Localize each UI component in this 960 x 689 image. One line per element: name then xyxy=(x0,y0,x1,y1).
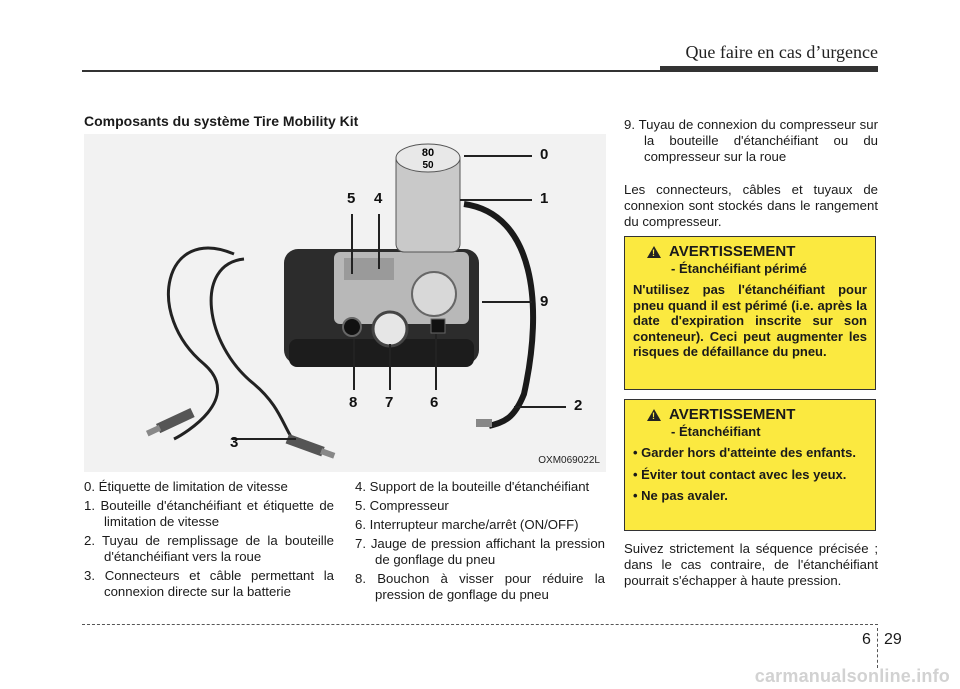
list-item: 4. Support de la bouteille d'étanchéifiant xyxy=(355,479,590,494)
warning-body: N'utilisez pas l'étanchéifiant pour pneu quand il est périmé (i.e. après la date d'expiration inscrite sur son conteneur). Ceci peut augmenter les risques de défaillance du pneu. xyxy=(633,282,867,359)
callout-5: 5 xyxy=(347,190,356,207)
list-item: 9. Tuyau de connexion du compresseur sur la bouteille d'étanchéifiant ou du compresseur sur la roue xyxy=(624,117,878,164)
list-item: 1. Bouteille d'étanchéifiant et étiquette de limitation de vitesse xyxy=(84,498,335,529)
chapter-number: 6 xyxy=(862,631,871,648)
figure-code: OXM069022L xyxy=(538,455,600,466)
list-item: 7. Jauge de pression affichant la pression de gonflage du pneu xyxy=(355,536,605,567)
callout-6: 6 xyxy=(430,394,439,411)
section-title: Composants du système Tire Mobility Kit xyxy=(84,113,359,129)
list-item: 6. Interrupteur marche/arrêt (ON/OFF) xyxy=(355,517,579,532)
header-tab-bar xyxy=(660,66,878,72)
kit-illustration xyxy=(84,134,606,472)
closing-paragraph: Suivez strictement la séquence précisée ; dans le cas contraire, de l'étanchéifiant pourrait s'échapper à haute pression. xyxy=(624,541,878,588)
tire-mobility-kit-figure xyxy=(84,134,606,472)
component-9-item xyxy=(624,117,878,168)
speed-label-80: 80 xyxy=(421,147,435,159)
warning-title: AVERTISSEMENT xyxy=(669,406,796,423)
list-item: 3. Connecteurs et câble permettant la connexion directe sur la batterie xyxy=(84,568,334,599)
page-number-separator xyxy=(877,628,878,668)
speed-label-50: 50 xyxy=(422,160,434,171)
components-list-middle xyxy=(355,479,605,606)
callout-1: 1 xyxy=(540,190,549,207)
list-item: 0. Étiquette de limitation de vitesse xyxy=(84,479,288,494)
list-item: 8. Bouchon à visser pour réduire la pression de gonflage du pneu xyxy=(355,571,605,602)
components-list-left xyxy=(84,479,334,603)
warning-title: AVERTISSEMENT xyxy=(669,243,796,260)
callout-7: 7 xyxy=(385,394,394,411)
warning-box-sealant xyxy=(624,399,876,531)
chapter-header-title: Que faire en cas d’urgence xyxy=(685,42,878,62)
callout-8: 8 xyxy=(349,394,358,411)
warning-triangle-icon: ! xyxy=(647,409,661,421)
callout-0: 0 xyxy=(540,146,549,163)
list-item: 5. Compresseur xyxy=(355,498,449,513)
storage-paragraph: Les connecteurs, câbles et tuyaux de connexion sont stockés dans le rangement du compresseur. xyxy=(624,182,878,229)
callout-4: 4 xyxy=(374,190,383,207)
warning-box-expired xyxy=(624,236,876,390)
list-item: 2. Tuyau de remplissage de la bouteille d'étanchéifiant vers la roue xyxy=(84,533,334,564)
watermark: carmanualsonline.info xyxy=(754,666,950,686)
footer-rule xyxy=(82,624,878,625)
warning-subtitle: - Étanchéifiant périmé xyxy=(671,261,807,276)
warning-bullet: • Garder hors d'atteinte des enfants. xyxy=(633,445,856,460)
page-number: 29 xyxy=(884,631,902,648)
warning-bullet: • Ne pas avaler. xyxy=(633,488,728,503)
warning-bullet: • Éviter tout contact avec les yeux. xyxy=(633,466,847,482)
warning-subtitle: - Étanchéifiant xyxy=(671,424,761,439)
callout-2: 2 xyxy=(574,397,583,414)
warning-triangle-icon: ! xyxy=(647,246,661,258)
callout-9: 9 xyxy=(540,293,549,310)
callout-3: 3 xyxy=(230,434,239,451)
